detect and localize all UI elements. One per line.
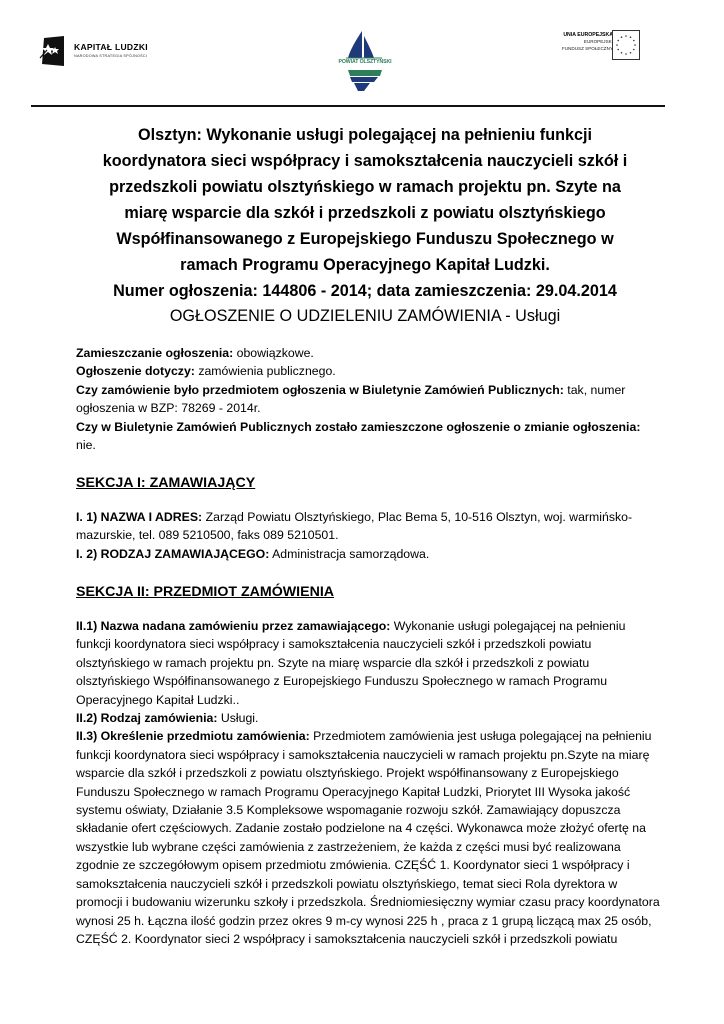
intro-line-3 [76,381,676,399]
title-line: miarę wsparcie dla szkół i przedszkoli z powiatu olsztyńskiego [124,204,606,222]
value: obowiązkowe. [233,346,314,360]
title-line: Współfinansowanego z Europejskiego Funduszu Społecznego w [116,230,614,248]
title-line: ramach Programu Operacyjnego Kapitał Ludzki. [180,256,550,274]
label: II.3) Określenie przedmiotu zamówienia: [76,729,310,744]
intro-line-6: nie. [76,438,96,453]
ue-line-2: EUROPEJSKI [583,39,613,44]
section-1-block [76,508,676,563]
text-line: składanie ofert częściowych. Zadanie zostało podzielone na 4 części. Wykonawca może złożyć ofertę na [76,821,646,836]
label: Czy zamówienie było przedmiotem ogłoszenia w Biuletynie Zamówień Publicznych: [76,382,564,397]
kapital-ludzki-emblem-icon [38,36,66,66]
value: Administracja samorządowa. [269,546,430,561]
contract-type [76,709,676,727]
kapital-ludzki-subtitle: NARODOWA STRATEGIA SPÓJNOŚCI [74,54,148,58]
value: Wykonanie usługi polegającej na pełnieniu [390,619,626,633]
title-line: przedszkoli powiatu olsztyńskiego w ramach projektu pn. Szyte na [109,178,621,196]
kapital-ludzki-logo [38,32,178,72]
text-line: funkcji koordynatora sieci współpracy i samokształcenia nauczycieli w ramach projektu pn.Szyte na miarę [76,747,650,762]
text-line: promocji i budowaniu wizerunku szkoły i przedszkola. Średniomiesięczny wymiar czasu pracy koordynatora [76,895,660,910]
text-line: systemu oświaty, Działanie 3.5 Kompleksowe wspomaganie rozwoju szkół. Zamawiający dopuszcza [76,803,621,818]
value: zamówienia publicznego. [194,364,336,379]
label: Ogłoszenie dotyczy: [76,364,195,379]
powiat-olsztynski-logo [338,30,392,92]
ue-line-3: FUNDUSZ SPOŁECZNY [561,45,613,51]
section-2-heading: SEKCJA II: PRZEDMIOT ZAMÓWIENIA [76,584,335,600]
text-line: olsztyńskiego Współfinansowanego z Europejskiego Funduszu Społecznego w ramach Programu [76,674,608,689]
section-1-heading: SEKCJA I: ZAMAWIAJĄCY [76,475,256,491]
text-line: wsparcie dla szkół i przedszkoli z powiatu olsztyńskiego. Projekt współfinansowany z Europejskiego [76,766,619,781]
label: Zamieszczanie ogłoszenia: [76,346,234,360]
text-line: wynosi 25 h. Łączna ilość godzin przez okres 9 m-cy wynosi 225 h , praca z 1 grupą liczącą max 25 osób, [76,913,652,928]
label: II.2) Rodzaj zamówienia: [76,711,218,726]
text-line: funkcji koordynatora sieci współpracy i samokształcenia nauczycieli szkół i przedszkoli powiatu [76,637,592,652]
label: Czy w Biuletynie Zamówień Publicznych zostało zamieszczone ogłoszenie o zmianie ogłoszenia: [76,419,641,434]
text-line: Funduszu Społecznego w ramach Programu Operacyjnego Kapitał Ludzki, Priorytet III Wysoka jakość [76,784,631,799]
page-header [0,0,724,108]
contract-name [76,617,676,635]
eu-flag-icon [612,30,640,60]
contracting-authority-address-cont: mazurskie, tel. 089 5210500, faks 089 5210501. [76,528,339,543]
intro-block [76,344,676,454]
text-line: Operacyjnego Kapitał Ludzki.. [76,692,240,707]
value: Zarząd Powiatu Olsztyńskiego, Plac Bema 5, 10-516 Olsztyn, woj. warmińsko- [202,510,633,524]
notice-title [40,122,690,328]
notice-type: OGŁOSZENIE O UDZIELENIU ZAMÓWIENIA - Usługi [169,307,561,325]
ue-line-1: UNIA EUROPEJSKA [563,32,613,38]
label: II.1) Nazwa nadana zamówieniu przez zamawiającego: [76,619,391,633]
kapital-ludzki-title: KAPITAŁ LUDZKI [74,42,148,52]
title-line: Olsztyn: Wykonanie usługi polegającej na pełnieniu funkcji [138,126,592,144]
value: Przedmiotem zamówienia jest usługa polegającej na pełnieniu [309,729,652,744]
intro-line-1 [76,344,676,362]
intro-line-5 [76,418,676,436]
intro-line-2 [76,362,676,380]
section-2-block [76,617,676,948]
unia-europejska-logo [535,30,675,60]
contract-subject [76,727,676,745]
text-line: samokształcenia nauczycieli szkół i przedszkoli powiatu olsztyńskiego, temat sieci Rola dyrektora w [76,876,618,891]
value: Usługi. [217,711,259,726]
title-line: koordynatora sieci współpracy i samokształcenia nauczycieli szkół i [102,152,628,170]
label: I. 2) RODZAJ ZAMAWIAJĄCEGO: [76,546,270,561]
value: tak, numer [563,382,626,397]
contracting-authority-type [76,545,676,563]
text-line: CZĘŚĆ 2. Koordynator sieci 2 współpracy i samokształcenia nauczycieli szkół i przedszkoli powiatu [76,931,618,946]
contracting-authority-address [76,508,676,526]
text-line: olsztyńskiego w ramach projektu pn. Szyte na miarę wsparcie dla szkół i przedszkoli z powiatu [76,655,590,670]
intro-line-4: ogłoszenia w BZP: 78269 - 2014r. [76,401,261,416]
text-line: wszystkie lub wybrane części zamówienia z zastrzeżeniem, że każda z części musi być realizowana [76,839,621,854]
label: I. 1) NAZWA I ADRES: [76,510,203,524]
header-divider [31,105,665,107]
notice-number: Numer ogłoszenia: 144806 - 2014; data zamieszczenia: 29.04.2014 [113,282,617,300]
powiat-olsztynski-text: POWIAT OLSZTYŃSKI [338,59,392,65]
text-line: zgodnie ze szczegółowym opisem przedmiotu zmówienia. CZĘŚĆ 1. Koordynator sieci 1 współpracy i [76,858,630,873]
